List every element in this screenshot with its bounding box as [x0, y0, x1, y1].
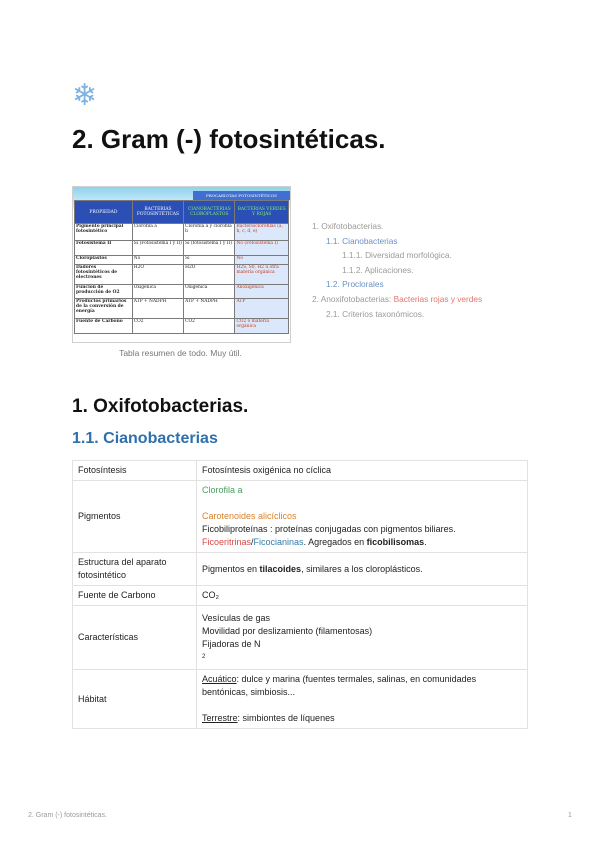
table-row: [73, 586, 528, 606]
pigment-ficoeritrinas-line: [202, 536, 522, 549]
image-cell: CO2 o materia orgánica: [235, 319, 289, 334]
page-footer: 2. Gram (-) fotosintéticas.: [28, 812, 107, 819]
image-cell: Sí (Fotosistema I y II): [132, 241, 183, 256]
row-value: Fotosíntesis oxigénica no cíclica: [197, 461, 528, 481]
image-header: PROPIEDAD: [75, 201, 133, 224]
row-key: Fuente de Carbono: [73, 586, 197, 606]
estructura-bold: tilacoides: [259, 563, 302, 574]
image-cell: No: [132, 256, 183, 265]
image-cell: ATP: [235, 299, 289, 319]
image-cell: Función de producción de O2: [75, 285, 133, 299]
table-row: [73, 481, 528, 553]
image-cell: Anoxigénica: [235, 285, 289, 299]
toc-item-anoxifotobacterias[interactable]: [312, 292, 482, 307]
row-value: [197, 670, 528, 729]
caracteristica-item: Fijadoras de N: [202, 638, 261, 649]
pigment-carotenoides: Carotenoides alicíclicos: [202, 511, 297, 521]
image-cell: Sí: [184, 256, 235, 265]
table-row: [73, 553, 528, 586]
row-key: Fotosíntesis: [73, 461, 197, 481]
slash-text: /: [251, 537, 254, 547]
table-row: [73, 606, 528, 670]
image-cell: Cloroplastos: [75, 256, 133, 265]
image-cell: No: [235, 256, 289, 265]
section-heading: 1. Oxifotobacterias.: [72, 396, 249, 417]
image-cell: CO2: [132, 319, 183, 334]
row-key: Pigmentos: [73, 481, 197, 553]
toc-item-proclorales[interactable]: 1.2. Proclorales: [326, 279, 384, 290]
image-cell: ATP + NADPH: [184, 299, 235, 319]
habitat-acuatico: [202, 673, 522, 699]
row-value: [197, 606, 528, 670]
estructura-post: , similares a los cloroplásticos.: [301, 563, 423, 574]
pigment-ficoeritrinas: Ficoeritrinas: [202, 537, 252, 547]
toc-item-oxifotobacterias[interactable]: 1. Oxifotobacterias.: [312, 221, 384, 231]
acuatico-label: Acuático: [202, 674, 237, 684]
habitat-terrestre: [202, 712, 522, 725]
snowflake-icon: ❄: [72, 78, 98, 113]
image-cell: CO2: [184, 319, 235, 334]
image-table: [74, 200, 289, 334]
image-cell: Oxigénica: [184, 285, 235, 299]
page-number: 1: [568, 812, 572, 819]
acuatico-text: : dulce y marina (fuentes termales, salinas, en comunidades bentónicas, simbiosis...: [202, 674, 477, 697]
image-banner: PROCARIOTAS FOTOSINTÉTICOS: [193, 191, 290, 200]
page-title: 2. Gram (-) fotosintéticas.: [72, 124, 386, 154]
row-key: Estructura del aparato fotosintético: [73, 553, 197, 586]
row-value: [197, 481, 528, 553]
terrestre-text: : simbiontes de líquenes: [237, 713, 335, 723]
toc-item-label: 2. Anoxifotobacterias:: [312, 293, 394, 304]
image-caption: Tabla resumen de todo. Muy útil.: [119, 348, 242, 358]
image-cell: Bacterioclorofilas (a, b, c, d, e): [235, 224, 289, 241]
toc-item-criterios[interactable]: 2.1. Criterios taxonómicos.: [326, 308, 425, 319]
dot-text: .: [424, 537, 427, 547]
pigment-ficobiliproteinas: Ficobiliproteínas : proteínas conjugadas con pigmentos biliares.: [202, 524, 456, 534]
terrestre-label: Terrestre: [202, 713, 238, 723]
image-cell: H2O: [184, 265, 235, 285]
image-header: BACTERIAS FOTOSINTÉTICAS: [132, 201, 183, 224]
image-cell: Fotosistema II: [75, 241, 133, 256]
image-cell: Productos primarios de la conversión de energía: [75, 299, 133, 319]
image-cell: Clorofila a: [132, 224, 183, 241]
image-cell: Oxigénica: [132, 285, 183, 299]
image-cell: Fuente de Carbono: [75, 319, 133, 334]
pigment-ficocianinas: Ficocianinas: [253, 537, 304, 547]
toc-item-cianobacterias[interactable]: 1.1. Cianobacterias: [326, 235, 398, 246]
caracteristica-item: Movilidad por deslizamiento (filamentosas): [202, 625, 373, 636]
agregados-text: . Agregados en: [303, 537, 367, 547]
cianobacterias-table: [72, 460, 528, 729]
estructura-pre: Pigmentos en: [202, 563, 260, 574]
table-row: [73, 670, 528, 729]
toc-item-diversidad[interactable]: 1.1.1. Diversidad morfológica.: [342, 250, 452, 261]
image-cell: Dadores fotosintéticos de electrones: [75, 265, 133, 285]
image-cell: Sí (fotosistema I y II): [184, 241, 235, 256]
toc-item-highlight: Bacterias rojas y verdes: [393, 293, 483, 304]
image-header: CIANOBACTERIAS CLOROPLASTOS: [184, 201, 235, 224]
row-key: Hábitat: [73, 670, 197, 729]
row-value: CO₂: [197, 586, 528, 606]
image-cell: ATP + NADPH: [132, 299, 183, 319]
table-of-contents: [312, 219, 482, 321]
image-cell: H2O: [132, 265, 183, 285]
pigment-clorofila: Clorofila a: [202, 485, 243, 495]
image-cell: Clorofila a y clorofila b: [184, 224, 235, 241]
image-header: BACTERIAS VERDES Y ROJAS: [235, 201, 289, 224]
image-cell: Pigmento principal fotosintético: [75, 224, 133, 241]
summary-table-image[interactable]: [72, 186, 291, 343]
caracteristica-item: Vesículas de gas: [202, 612, 271, 623]
toc-item-aplicaciones[interactable]: 1.1.2. Aplicaciones.: [342, 264, 414, 275]
image-cell: H2S, S0, H2 u otra materia orgánica: [235, 265, 289, 285]
subsection-heading: 1.1. Cianobacterias: [72, 430, 218, 447]
caracteristica-subscript: 2: [202, 653, 206, 660]
row-value: [197, 553, 528, 586]
ficobilisomas-text: ficobilisomas: [366, 537, 425, 547]
row-key: Características: [73, 606, 197, 670]
table-row: [73, 461, 528, 481]
image-cell: No (Fotosistema I): [235, 241, 289, 256]
